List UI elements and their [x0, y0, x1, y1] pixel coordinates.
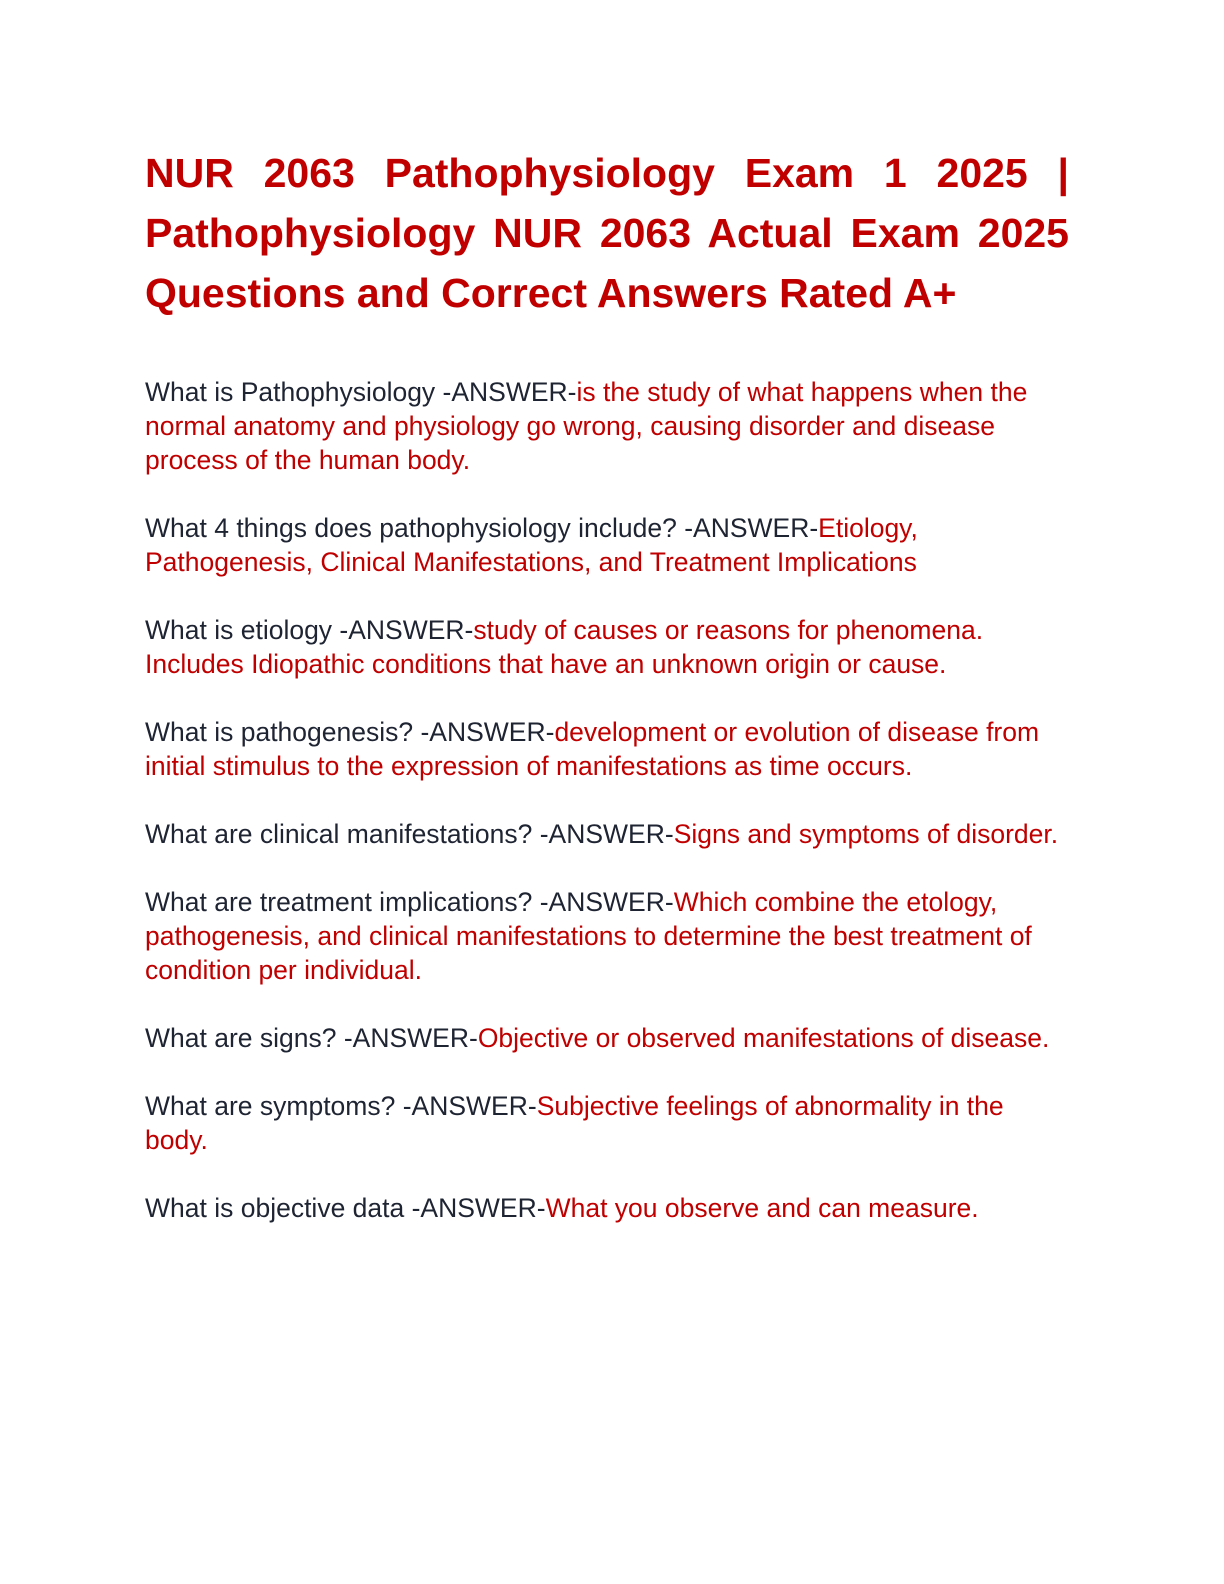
qa-item — [145, 511, 1069, 579]
qa-item — [145, 1191, 1069, 1225]
qa-item — [145, 885, 1069, 987]
question-text: What 4 things does pathophysiology include? — [145, 513, 685, 543]
answer-text: Objective or observed manifestations of disease. — [477, 1023, 1050, 1053]
question-text: What is etiology — [145, 615, 340, 645]
question-text: What are symptoms? — [145, 1091, 403, 1121]
answer-text: Which combine the etology, pathogenesis, and clinical manifestations to determine the best treatment of condition per individual. — [145, 887, 1032, 985]
qa-item — [145, 817, 1069, 851]
answer-text: study of causes or reasons for phenomena. Includes Idiopathic conditions that have an unknown origin or cause. — [145, 615, 984, 679]
qa-item — [145, 1089, 1069, 1157]
answer-text: Subjective feelings of abnormality in the body. — [145, 1091, 1004, 1155]
question-text: What is pathogenesis? — [145, 717, 421, 747]
qa-item — [145, 715, 1069, 783]
question-text: What are clinical manifestations? — [145, 819, 540, 849]
question-text: What is objective data — [145, 1193, 412, 1223]
answer-text: What you observe and can measure. — [545, 1193, 979, 1223]
answer-text: Signs and symptoms of disorder. — [673, 819, 1059, 849]
answer-marker: -ANSWER- — [442, 377, 577, 407]
qa-item — [145, 613, 1069, 681]
question-text: What is Pathophysiology — [145, 377, 443, 407]
answer-marker: -ANSWER- — [684, 513, 819, 543]
question-text: What are signs? — [145, 1023, 344, 1053]
answer-marker: -ANSWER- — [420, 717, 555, 747]
question-text: What are treatment implications? — [145, 887, 540, 917]
answer-text: is the study of what happens when the normal anatomy and physiology go wrong, causing disorder and disease process of the human body. — [145, 377, 1028, 475]
document-content — [145, 143, 1069, 1259]
answer-marker: -ANSWER- — [411, 1193, 546, 1223]
answer-marker: -ANSWER- — [539, 887, 674, 917]
qa-item — [145, 1021, 1069, 1055]
answer-marker: -ANSWER- — [343, 1023, 478, 1053]
qa-item — [145, 375, 1069, 477]
answer-text: development or evolution of disease from initial stimulus to the expression of manifestations as time occurs. — [145, 717, 1040, 781]
answer-marker: -ANSWER- — [539, 819, 674, 849]
answer-text: Etiology, Pathogenesis, Clinical Manifestations, and Treatment Implications — [145, 513, 918, 577]
document-title: NUR 2063 Pathophysiology Exam 1 2025 | Pathophysiology NUR 2063 Actual Exam 2025 Questions and Correct Answers Rated A+ — [145, 150, 1069, 316]
answer-marker: -ANSWER- — [402, 1091, 537, 1121]
qa-list — [145, 375, 1069, 1225]
answer-marker: -ANSWER- — [339, 615, 474, 645]
